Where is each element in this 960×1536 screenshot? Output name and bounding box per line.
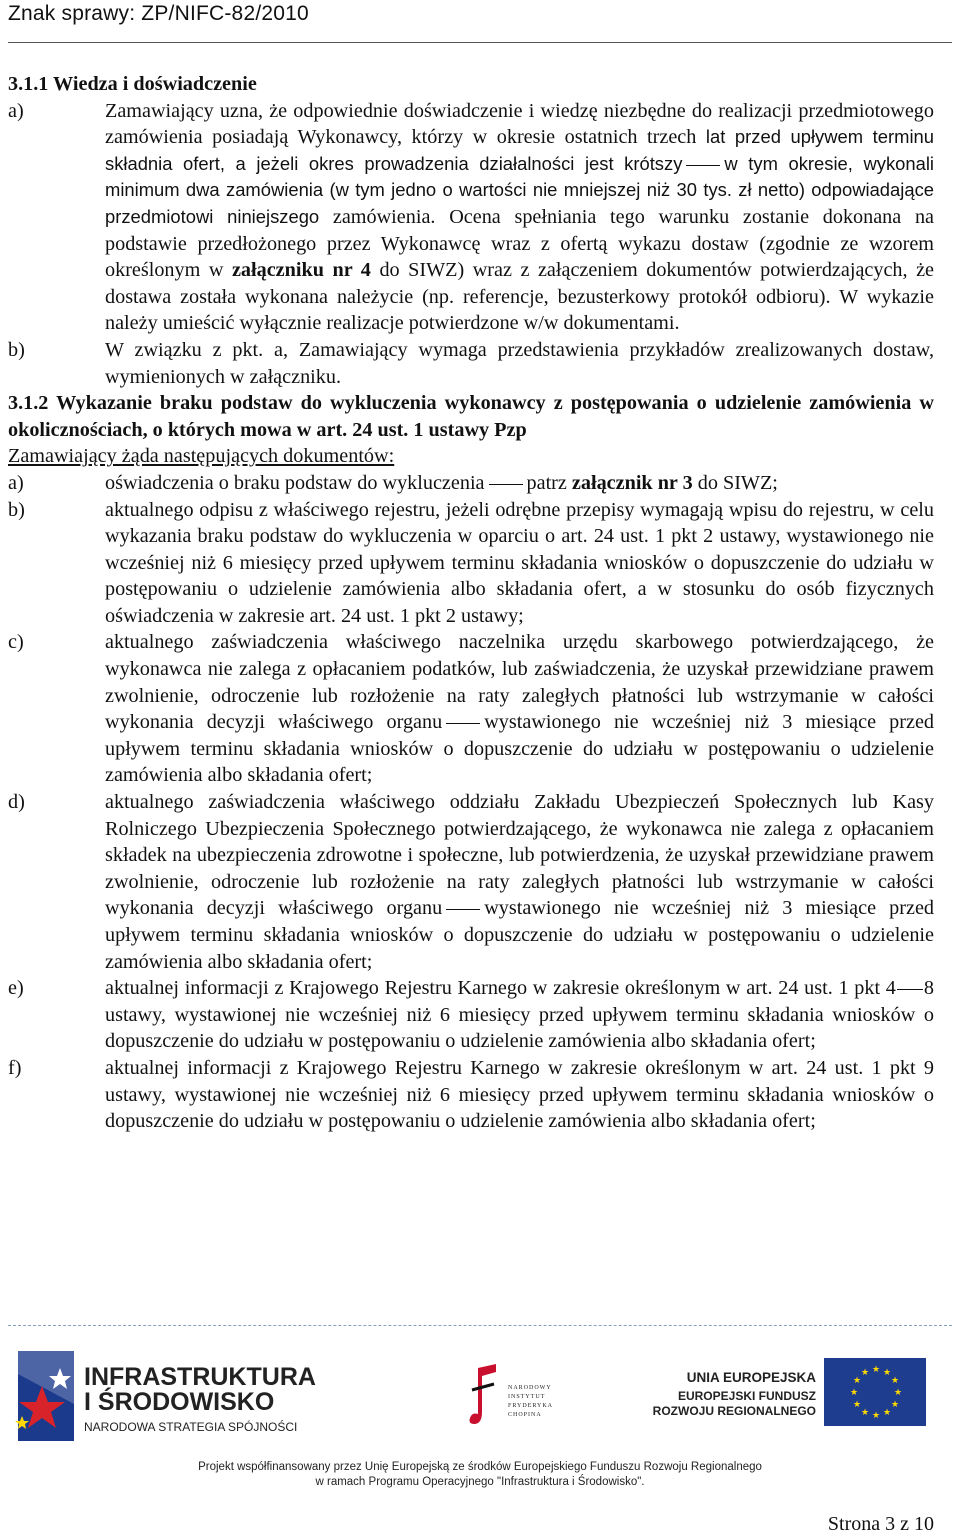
svg-text:★: ★ (850, 1388, 859, 1398)
em-dash (686, 165, 720, 166)
cofinance-line: w ramach Programu Operacyjnego "Infrastruktura i Środowisko". (315, 1476, 645, 1488)
ue-line1: UNIA EUROPEJSKA (686, 1370, 816, 1385)
paragraph-text: wystawionego nie wcześniej niż 3 miesiące przed upływem terminu składania wniosków o dopuszczenie do udziału w postępowaniu o udzielenie zamówienia albo składania ofert; (105, 711, 935, 787)
em-dash (446, 723, 480, 724)
svg-text:★: ★ (891, 1400, 900, 1410)
logo-infra-line1: INFRASTRUKTURA (84, 1363, 316, 1391)
paragraph-text: w tym okresie, wykonali minimum dwa zamówienia (w tym jedno o wartości nie mniejszej niż 30 tys. zł netto) odpowiadające przedmiotowi niniejszego (105, 152, 934, 227)
logo-infra-sub: NARODOWA STRATEGIA SPÓJNOŚCI (84, 1420, 298, 1434)
list-item-312b (8, 497, 934, 630)
paragraph-text: aktualnego odpisu z właściwego rejestru, jeżeli odrębne przepisy wymagają wpisu do rejestru, w celu wykazania braku podstaw do wykluczenia w oparciu o art. 24 ust. 1 pkt 2 ustawy, wystawionego nie wcześniej niż 6 miesięcy przed upływem terminu składania wniosków o dopuszczenie do udziału w postępowaniu o udzielenie zamówienia albo składania ofert, a w stosunku do osób fizycznych oświadczenia w zakresie art. 24 ust. 1 pkt 2 ustawy; (105, 498, 934, 627)
case-number-header: Znak sprawy: ZP/NIFC-82/2010 (8, 2, 309, 25)
list-item-312d (8, 789, 934, 975)
list-item-312e (8, 975, 934, 1055)
nifc-logo-icon (468, 1360, 504, 1432)
svg-text:★: ★ (872, 1365, 881, 1375)
cofinancing-note (0, 1460, 960, 1490)
paragraph-text: W związku z pkt. a, Zamawiający wymaga przedstawienia przykładów zrealizowanych dostaw, wymienionych w załączniku. (105, 338, 934, 388)
list-item-311b (8, 337, 934, 390)
paragraph-text: aktualnego zaświadczenia właściwego naczelnika urzędu skarbowego potwierdzającego, że wykonawca nie zalega z opłacaniem podatków, lub zaświadczenia, że uzyskał przewidziane prawem zwolnienie, odroczenie lub rozłożenie na raty zaległych płatności lub wstrzymanie w całości wykonania decyzji właściwego organu (105, 631, 934, 734)
svg-text:★: ★ (891, 1376, 900, 1386)
paragraph-text: zamówienia. Ocena spełniania tego warunku zostanie dokonana na podstawie przedłożonego przez Wykonawcę wraz z ofertą wykazu dostaw (zgodnie ze wzorem określonym w (105, 205, 935, 282)
footer-divider (8, 1325, 952, 1326)
list-label: c) (8, 631, 24, 654)
nifc-line: INSTYTUT (508, 1394, 546, 1400)
attachment-reference: załącznik nr 3 (571, 471, 693, 494)
paragraph-text: lat przed upływem terminu składnia ofert, a jeżeli okres prowadzenia działalności jest krótszy (105, 126, 935, 174)
section-311-title: 3.1.1 Wiedza i doświadczenie (8, 73, 257, 95)
footer-logos (0, 1338, 960, 1458)
ue-line2: EUROPEJSKI FUNDUSZ (677, 1389, 816, 1403)
logo-infra-line2: I ŚRODOWISKO (84, 1388, 275, 1416)
nifc-line: FRYDERYKA (508, 1403, 554, 1409)
nifc-line: NARODOWY (508, 1385, 552, 1391)
em-dash (446, 909, 480, 910)
list-label: a) (8, 99, 24, 122)
page-number: Strona 3 z 10 (827, 1513, 934, 1535)
paragraph-text: oświadczenia o braku podstaw do wykluczenia (105, 471, 485, 494)
svg-text:★: ★ (894, 1388, 903, 1398)
list-label: b) (8, 498, 25, 521)
list-item-312f (8, 1055, 934, 1135)
paragraph-text: aktualnego zaświadczenia właściwego oddziału Zakładu Ubezpieczeń Społecznych lub Kasy Rolniczego Ubezpieczenia Społecznego potwierdzającego, że wykonawca nie zalega z opłacaniem składek na ubezpieczenia zdrowotne i społeczne, lub potwierdzenia, że uzyskał przewidziane prawem zwolnienie, odroczenie lub rozłożenie na raty zaległych płatności lub wstrzymanie w całości wykonania decyzji właściwego organu (105, 791, 934, 920)
infrastruktura-star-icon (8, 1346, 80, 1446)
document-body (8, 71, 934, 1135)
list-item-312a (8, 470, 934, 497)
eu-flag-icon (824, 1358, 926, 1426)
list-label: b) (8, 338, 25, 361)
section-312-intro: Zamawiający żąda następujących dokumentów: (8, 445, 395, 468)
em-dash (489, 484, 523, 485)
paragraph-text: patrz (526, 471, 567, 494)
em-dash (897, 989, 923, 990)
paragraph-text: do SIWZ) wraz z załączeniem dokumentów potwierdzających, że dostawa została wykonana należycie (np. referencje, bezusterkowy protokół odbioru). W wykazie należy umieścić wyłącznie realizacje potwierdzone w/w dokumentami. (105, 259, 935, 335)
list-label: f) (8, 1056, 22, 1079)
nifc-line: CHOPINA (508, 1412, 542, 1418)
svg-text:★: ★ (883, 1368, 892, 1378)
paragraph-text: aktualnej informacji z Krajowego Rejestru Karnego w zakresie określonym w art. 24 ust. 1 pkt 9 ustawy, wystawionej nie wcześniej niż 6 miesięcy przed upływem terminu składania wniosków o dopuszczenie do udziału w postępowaniu o udzielenie zamówienia albo składania ofert; (105, 1056, 934, 1133)
paragraph-text: 8 ustawy, wystawionej nie wcześniej niż 6 miesięcy przed upływem terminu składania wniosków o dopuszczenie do udziału w postępowaniu o udzielenie zamówienia albo składania ofert; (105, 977, 934, 1053)
svg-text:★: ★ (853, 1376, 862, 1386)
paragraph-text: wystawionego nie wcześniej niż 3 miesiące przed upływem terminu składania wniosków o dopuszczenie do udziału w postępowaniu o udzielenie zamówienia albo składania ofert; (105, 897, 935, 973)
attachment-reference: załączniku nr 4 (231, 259, 371, 282)
paragraph-text: do SIWZ; (697, 471, 778, 494)
svg-text:★: ★ (872, 1411, 881, 1421)
list-label: e) (8, 977, 24, 1000)
svg-text:★: ★ (861, 1408, 870, 1418)
paragraph-text: aktualnej informacji z Krajowego Rejestru Karnego w zakresie określonym w art. 24 ust. 1 pkt 4 (105, 977, 896, 1000)
svg-text:★: ★ (861, 1368, 870, 1378)
list-label: a) (8, 471, 24, 494)
ue-line3: ROZWOJU REGIONALNEGO (652, 1404, 816, 1418)
list-label: d) (8, 791, 25, 814)
list-item-312c (8, 629, 934, 789)
section-312-title: 3.1.2 Wykazanie braku podstaw do wykluczenia wykonawcy z postępowania o udzielenie zamówienia w okolicznościach, o których mowa w art. 24 ust. 1 ustawy Pzp (8, 392, 934, 441)
cofinance-line: Projekt współfinansowany przez Unię Europejską ze środków Europejskiego Funduszu Rozwoju Regionalnego (198, 1461, 762, 1473)
svg-text:★: ★ (853, 1400, 862, 1410)
header-divider (8, 42, 952, 43)
paragraph-text: Zamawiający uzna, że odpowiednie doświadczenie i wiedzę niezbędne do realizacji przedmiotowego zamówienia posiadają Wykonawcy, którzy w okresie ostatnich trzech (105, 99, 934, 149)
list-item-311a (8, 98, 934, 337)
svg-text:★: ★ (883, 1408, 892, 1418)
